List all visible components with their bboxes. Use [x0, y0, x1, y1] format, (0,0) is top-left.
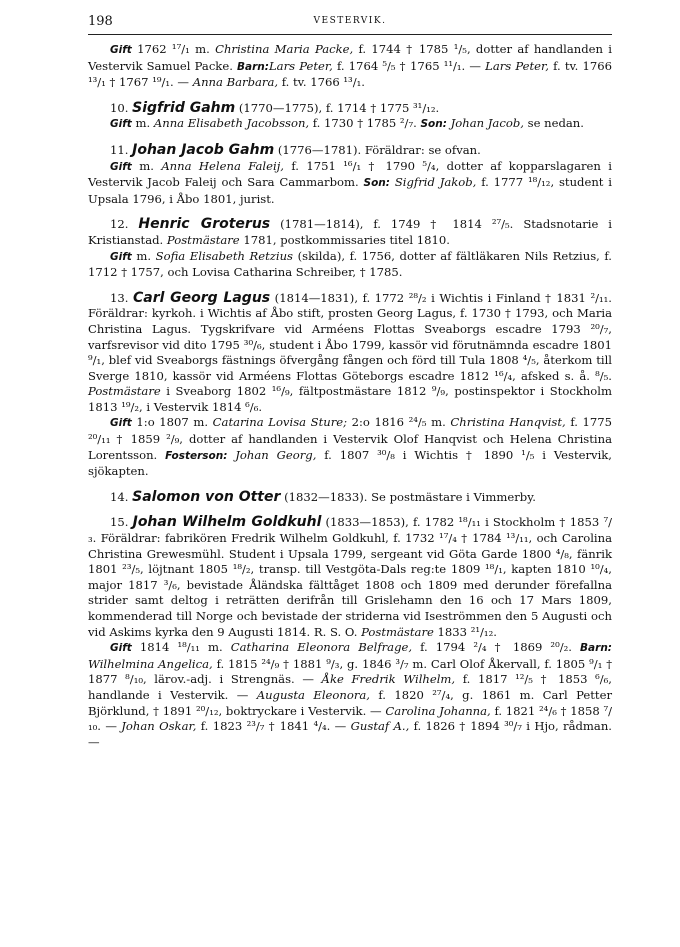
continuation-paragraph	[88, 116, 612, 133]
entry-label: Son:	[420, 118, 447, 131]
continuation-paragraph	[88, 42, 612, 91]
entry-label: Gift	[110, 417, 132, 430]
text-run: f. 1807 ³⁰/₈ i Wichtis † 1890 ¹/₅ i Vestervik, sjökapten.	[88, 447, 612, 479]
italic-name: Carolina Johanna,	[385, 703, 491, 718]
entry-paragraph	[88, 490, 612, 506]
text-run: m.	[131, 116, 154, 131]
italic-name: Johan Georg,	[235, 447, 317, 462]
italic-name: Åke Fredrik Wilhelm,	[321, 672, 456, 687]
entry-label: Son:	[363, 177, 390, 190]
text-run: f. 1815 ²⁴/₉ † 1881 ⁹/₃, g. 1846 ³/₇ m. Carl Olof Åkervall, f. 1805 ⁹/₁ † 1877 ⁸/₁₀, lärov.-adj. i Strengnäs. —	[88, 656, 612, 687]
text-run: f. 1820 ²⁷/₄, g. 1861 m. Carl Petter Björklund, † 1891 ²⁰/₁₂, boktryckare i Vestervik. —	[88, 687, 612, 718]
text-run: f. tv. 1766 ¹³/₁.	[278, 75, 365, 90]
text-run: 10.	[110, 100, 133, 115]
text-run: 1:o 1807 m.	[131, 415, 213, 430]
text-run: (1832—1833). Se postmästare i Vimmerby.	[280, 489, 536, 504]
text-run: 12.	[110, 217, 139, 232]
text-run: f. 1744 † 1785 ¹/₅, dotter af handlanden i Vestervik Samuel Packe.	[88, 42, 612, 73]
text-run: 1814 ¹⁸/₁₁ m.	[131, 640, 231, 655]
continuation-paragraph	[88, 415, 612, 479]
text-run: se nedan.	[523, 116, 584, 131]
text-run: f. 1777 ¹⁸/₁₂, student i Upsala 1796, i Åbo 1801, jurist.	[88, 175, 612, 206]
entry-label: Fosterson:	[165, 449, 228, 462]
text-run: 15.	[110, 515, 133, 530]
text-run: f. 1730 † 1785 ²/₇.	[309, 116, 421, 131]
entry-heading-name: Henric Groterus	[138, 216, 271, 233]
text-run: 2:o 1816 ²⁴/₅ m.	[347, 415, 451, 430]
text-run: (1776—1781). Föräldrar: se ofvan.	[274, 142, 481, 157]
italic-name: Lars Peter,	[268, 58, 333, 73]
entry-heading-name: Carl Georg Lagus	[133, 289, 271, 306]
text-run: f. 1821 ²⁴/₆ † 1858 ⁷/₁₀. —	[88, 703, 613, 734]
italic-name: Johan Oskar,	[121, 719, 197, 734]
italic-name: Postmästare	[166, 232, 240, 247]
text-run: m.	[131, 248, 156, 263]
running-head: VESTERVIK.	[313, 16, 387, 26]
italic-name: Catharina Eleonora Belfrage,	[230, 640, 413, 655]
text-run: i Sveaborg 1802 ¹⁶/₉, fältpostmästare 1812 ⁹/₉, postinspektor i Stockholm 1813 ¹⁹/₂, i Vestervik 1814 ⁶/₆.	[88, 384, 612, 414]
entry-label: Gift	[110, 160, 132, 173]
entry-heading-name: Johan Jacob Gahm	[132, 141, 275, 158]
text-run: 14.	[110, 489, 133, 504]
text-run: f. tv. 1766 ¹³/₁ † 1767 ¹⁹/₁. —	[88, 58, 612, 90]
italic-name: Wilhelmina Angelica,	[88, 656, 213, 671]
text-run: (1814—1831), f. 1772 ²⁸/₂ i Wichtis i Finland † 1831 ²/₁₁. Föräldrar: kyrkoh. i Wichtis af Åbo stift, prosten Georg Lagus, f. 1730 † 1793, och Maria Christina Lagus. Tygskrifvare vid Arméens Flottas Sveaborgs escadre 1793 ²⁰/₇, varfsrevisor vid dito 1795 ³⁰/₆, student i Åbo 1799, kassör vid förutnämnda escadre 1801 ⁹/₁, blef vid Sveaborgs fästnings öfvergång fången och förd till Tula 1808 ⁴/₅, återkom till Sverge 1810, kassör vid Arméens Flottas Göteborgs escadre 1812 ¹⁶/₄, afsked s. å. ⁸/₅.	[88, 290, 612, 383]
text-run: f. 1751 ¹⁶/₁ † 1790 ⁵/₄, dotter af kopparslagaren i Vestervik Jacob Faleij och Sara Cammarbom.	[88, 158, 612, 190]
italic-name: Sigfrid Jakob,	[394, 175, 477, 190]
text-run: (skilda), f. 1756, dotter af fältläkaren Nils Retzius, f. 1712 † 1757, och Lovisa Catharina Schreiber, † 1785.	[88, 248, 612, 280]
italic-name: Anna Barbara,	[192, 75, 279, 90]
text-run: f. 1817 ¹²/₅ † 1853 ⁶/₆, handlande i Vestervik. —	[88, 672, 612, 702]
entry-paragraph	[88, 515, 612, 640]
italic-name: Johan Jacob,	[450, 116, 524, 131]
continuation-paragraph	[88, 640, 612, 750]
entry-label: Gift	[110, 250, 132, 263]
text-run: 1833 ²¹/₁₂.	[433, 624, 497, 639]
entry-heading-name: Johan Wilhelm Goldkuhl	[132, 514, 322, 531]
italic-name: Lars Peter,	[485, 58, 549, 73]
entry-label: Barn:	[580, 642, 612, 655]
italic-name: Augusta Eleonora,	[256, 687, 370, 702]
text-run: f. 1775 ²⁰/₁₁ † 1859 ²/₉, dotter af handlanden i Vestervik Olof Hanqvist och Helena Christina Lorentsson.	[88, 415, 612, 462]
text-run: f. 1764 ⁵/₅ † 1765 ¹¹/₁. —	[332, 58, 486, 73]
continuation-paragraph	[88, 159, 612, 208]
italic-name: Christina Maria Packe,	[215, 42, 354, 56]
entry-paragraph	[88, 101, 612, 117]
text-run: m.	[131, 158, 162, 173]
page-header	[88, 12, 612, 35]
text-run: (1833—1853), f. 1782 ¹⁸/₁₁ i Stockholm † 1853 ⁷/₃. Föräldrar: fabrikören Fredrik Wilhelm Goldkuhl, f. 1732 ¹⁷/₄ † 1784 ¹³/₁₁, och Carolina Christina Grewesmühl. Student i Upsala 1799, sergeant vid Göta Garde 1800 ⁴/₈, fänrik 1801 ²³/₅, löjtnant 1805 ¹⁸/₂, transp. till Vestgöta-Dals reg:te 1809 ¹⁸/₁, kapten 1810 ¹⁰/₄, major 1817 ³/₆, bevistade Åländska fälttåget 1808 och 1809 med derunder förefallna strider samt deltog i reträtten derifrån till Grislehamn den 16 och 17 Mars 1809, kommenderad till Norge och bevistade der striderna vid Iseströmmen den 5 Augusti och vid Askims kyrka den 9 Augusti 1814. R. S. O.	[88, 515, 612, 639]
italic-name: Catarina Lovisa Sture;	[212, 415, 348, 430]
entry-paragraph	[88, 143, 612, 159]
continuation-paragraph	[88, 249, 612, 281]
italic-name: Postmästare	[361, 624, 434, 639]
entry-label: Gift	[110, 642, 132, 655]
entry-paragraph	[88, 217, 612, 248]
text-run: (1781—1814), f. 1749 † 1814 ²⁷/₅. Stadsnotarie i Kristianstad.	[88, 217, 613, 247]
text-run: f. 1823 ²³/₇ † 1841 ⁴/₄. —	[196, 719, 351, 734]
page-number: 198	[88, 14, 113, 29]
italic-name: Gustaf A.,	[350, 719, 410, 734]
text-run: 1762 ¹⁷/₁ m.	[131, 42, 216, 56]
entry-label: Barn:	[237, 60, 269, 73]
italic-name: Postmästare	[88, 384, 161, 399]
text-run: f. 1826 † 1894 ³⁰/₇ i Hjo, rådman. —	[88, 719, 612, 749]
italic-name: Anna Elisabeth Jacobsson,	[153, 116, 310, 131]
italic-name: Anna Helena Faleij,	[161, 158, 284, 173]
text-run: 1781, postkommissaries titel 1810.	[239, 232, 450, 247]
entry-label: Gift	[110, 44, 132, 56]
entry-heading-name: Sigfrid Gahm	[132, 99, 236, 116]
entry-paragraph	[88, 291, 612, 416]
text-run: f. 1794 ²/₄ † 1869 ²⁰/₂.	[412, 640, 581, 655]
text-run: 11.	[110, 142, 133, 157]
page-body	[88, 42, 612, 750]
text-run: (1770—1775), f. 1714 † 1775 ³¹/₁₂.	[235, 100, 440, 115]
entry-label: Gift	[110, 118, 132, 131]
italic-name: Sofia Elisabeth Retzius	[155, 248, 294, 263]
italic-name: Christina Hanqvist,	[450, 415, 566, 430]
text-run: 13.	[110, 290, 133, 305]
entry-heading-name: Salomon von Otter	[132, 488, 281, 505]
